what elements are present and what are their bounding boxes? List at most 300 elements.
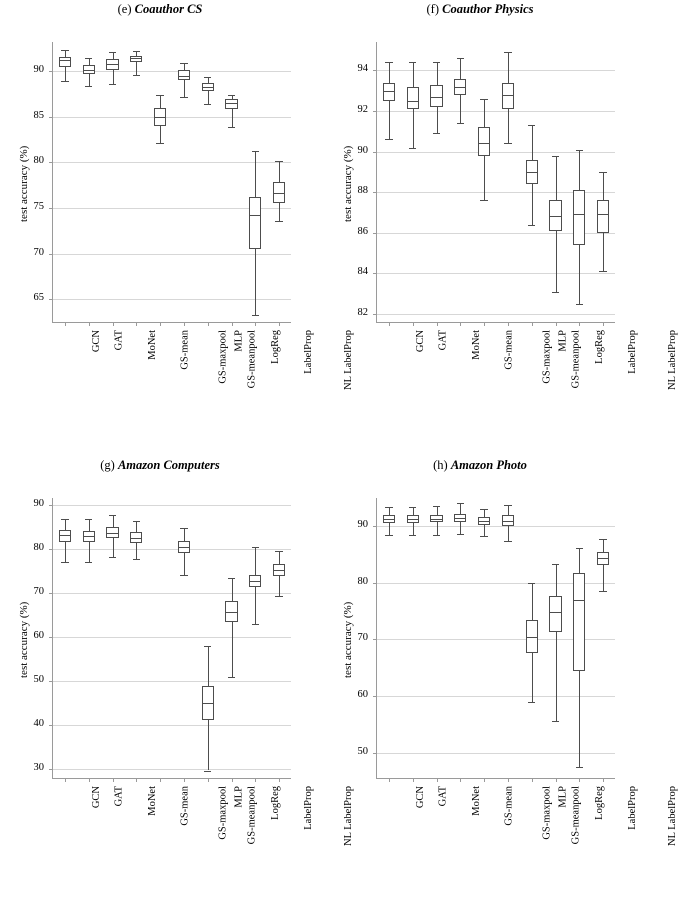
whisker-upper xyxy=(232,578,233,601)
whisker-lower xyxy=(65,542,66,562)
box xyxy=(597,200,609,232)
whisker-cap-upper xyxy=(528,583,535,584)
whisker-upper xyxy=(532,583,533,620)
whisker-upper xyxy=(460,58,461,78)
x-tick-mark xyxy=(113,778,114,782)
y-tick-mark xyxy=(49,505,53,506)
y-tick-mark xyxy=(49,593,53,594)
y-tick-label: 92 xyxy=(357,103,368,115)
whisker-cap-lower xyxy=(109,557,116,558)
x-tick-mark xyxy=(532,322,533,326)
whisker-cap-upper xyxy=(204,646,211,647)
median-line xyxy=(59,535,71,536)
whisker-cap-upper xyxy=(133,521,140,522)
whisker-lower xyxy=(184,80,185,96)
whisker-cap-upper xyxy=(504,52,511,53)
median-line xyxy=(430,519,442,520)
y-tick-label: 94 xyxy=(357,63,368,75)
median-line xyxy=(502,521,514,522)
whisker-cap-upper xyxy=(275,161,282,162)
whisker-cap-upper xyxy=(599,539,606,540)
whisker-lower xyxy=(460,522,461,534)
whisker-lower xyxy=(532,184,533,225)
whisker-upper xyxy=(160,95,161,108)
panel-name: Amazon Computers xyxy=(117,458,220,472)
y-tick-mark xyxy=(49,208,53,209)
whisker-cap-upper xyxy=(409,62,416,63)
x-tick-mark xyxy=(279,322,280,326)
whisker-cap-lower xyxy=(275,221,282,222)
whisker-cap-lower xyxy=(552,292,559,293)
y-tick-label: 86 xyxy=(357,225,368,237)
whisker-cap-upper xyxy=(576,548,583,549)
y-tick-label: 88 xyxy=(357,185,368,197)
whisker-upper xyxy=(484,509,485,517)
x-tick-mark xyxy=(556,322,557,326)
box xyxy=(383,83,395,101)
x-tick-label: MoNet xyxy=(146,330,158,360)
whisker-cap-upper xyxy=(61,519,68,520)
whisker-cap-lower xyxy=(204,104,211,105)
y-tick-mark xyxy=(373,192,377,193)
median-line xyxy=(597,558,609,559)
x-tick-label: NL LabelProp xyxy=(667,786,678,846)
y-tick-label: 60 xyxy=(357,688,368,700)
whisker-lower xyxy=(255,587,256,624)
whisker-cap-lower xyxy=(433,133,440,134)
x-tick-label: NL LabelProp xyxy=(343,330,355,390)
whisker-lower xyxy=(89,74,90,86)
gridline xyxy=(53,505,291,506)
whisker-cap-lower xyxy=(385,139,392,140)
whisker-upper xyxy=(184,528,185,540)
plot-area xyxy=(376,498,615,779)
x-tick-mark xyxy=(160,322,161,326)
y-tick-label: 85 xyxy=(33,109,44,121)
whisker-upper xyxy=(579,548,580,573)
whisker-upper xyxy=(579,150,580,191)
whisker-cap-lower xyxy=(433,535,440,536)
x-tick-label: GS-maxpool xyxy=(541,786,553,840)
whisker-cap-upper xyxy=(457,58,464,59)
whisker-upper xyxy=(460,503,461,514)
panel-tag: (e) xyxy=(117,2,132,16)
median-line xyxy=(202,87,214,88)
median-line xyxy=(249,581,261,582)
panel-tag: (f) xyxy=(426,2,440,16)
whisker-upper xyxy=(508,505,509,515)
y-tick-label: 82 xyxy=(357,306,368,318)
whisker-cap-lower xyxy=(252,315,259,316)
x-tick-mark xyxy=(184,322,185,326)
whisker-cap-upper xyxy=(552,156,559,157)
median-line xyxy=(407,519,419,520)
x-tick-label: LogReg xyxy=(269,330,281,364)
whisker-cap-lower xyxy=(109,84,116,85)
median-line xyxy=(549,612,561,613)
median-line xyxy=(573,600,585,601)
whisker-cap-lower xyxy=(457,534,464,535)
panel-coauthor-physics xyxy=(320,0,678,456)
y-tick-label: 90 xyxy=(357,144,368,156)
box xyxy=(478,127,490,155)
median-line xyxy=(83,70,95,71)
panel-name: Coauthor CS xyxy=(134,2,203,16)
x-tick-label: GAT xyxy=(113,786,125,807)
x-tick-mark xyxy=(484,322,485,326)
y-tick-mark xyxy=(49,299,53,300)
x-tick-mark xyxy=(255,322,256,326)
whisker-upper xyxy=(532,125,533,159)
whisker-lower xyxy=(437,107,438,133)
x-tick-mark xyxy=(160,778,161,782)
whisker-lower xyxy=(65,67,66,82)
y-tick-label: 70 xyxy=(357,632,368,644)
x-tick-mark xyxy=(413,778,414,782)
whisker-cap-upper xyxy=(85,519,92,520)
y-tick-label: 75 xyxy=(33,200,44,212)
x-tick-mark xyxy=(579,322,580,326)
whisker-cap-lower xyxy=(528,225,535,226)
whisker-cap-upper xyxy=(385,62,392,63)
whisker-lower xyxy=(484,525,485,537)
y-tick-mark xyxy=(373,753,377,754)
whisker-lower xyxy=(508,109,509,143)
whisker-cap-lower xyxy=(133,75,140,76)
gridline xyxy=(53,769,291,770)
panel-title xyxy=(0,458,320,473)
whisker-cap-lower xyxy=(504,541,511,542)
panel-name: Amazon Photo xyxy=(450,458,527,472)
x-tick-mark xyxy=(579,778,580,782)
whisker-cap-upper xyxy=(109,515,116,516)
x-tick-label: GS-meanpool xyxy=(570,330,582,389)
plot-area xyxy=(52,42,291,323)
x-tick-mark xyxy=(389,778,390,782)
whisker-cap-upper xyxy=(576,150,583,151)
whisker-lower xyxy=(579,671,580,767)
median-line xyxy=(249,215,261,216)
whisker-lower xyxy=(255,249,256,315)
y-tick-mark xyxy=(49,254,53,255)
median-line xyxy=(202,703,214,704)
whisker-cap-upper xyxy=(275,551,282,552)
y-tick-label: 50 xyxy=(357,745,368,757)
x-tick-mark xyxy=(136,322,137,326)
whisker-upper xyxy=(413,62,414,86)
whisker-cap-upper xyxy=(433,506,440,507)
whisker-lower xyxy=(413,523,414,535)
y-tick-mark xyxy=(49,769,53,770)
whisker-lower xyxy=(184,553,185,575)
whisker-lower xyxy=(136,62,137,75)
x-tick-label: LogReg xyxy=(593,330,605,364)
median-line xyxy=(502,95,514,96)
whisker-upper xyxy=(255,151,256,198)
x-tick-label: GAT xyxy=(113,330,125,351)
x-tick-mark xyxy=(208,322,209,326)
whisker-lower xyxy=(389,101,390,140)
whisker-upper xyxy=(603,539,604,552)
whisker-cap-upper xyxy=(85,58,92,59)
panel-title xyxy=(0,2,320,17)
panel-coauthor-cs xyxy=(0,0,355,456)
box xyxy=(573,573,585,671)
x-tick-label: MLP xyxy=(233,786,245,808)
x-tick-label: LogReg xyxy=(593,786,605,820)
whisker-cap-upper xyxy=(385,507,392,508)
x-tick-label: MLP xyxy=(557,330,569,352)
median-line xyxy=(154,117,166,118)
y-tick-mark xyxy=(49,162,53,163)
median-line xyxy=(383,91,395,92)
y-tick-mark xyxy=(49,117,53,118)
median-line xyxy=(178,547,190,548)
whisker-cap-upper xyxy=(228,95,235,96)
whisker-cap-upper xyxy=(61,50,68,51)
whisker-cap-lower xyxy=(480,536,487,537)
median-line xyxy=(526,637,538,638)
whisker-cap-upper xyxy=(599,172,606,173)
whisker-cap-lower xyxy=(85,562,92,563)
x-tick-label: GS-mean xyxy=(503,330,515,370)
whisker-cap-lower xyxy=(61,562,68,563)
whisker-cap-lower xyxy=(180,97,187,98)
whisker-cap-upper xyxy=(409,507,416,508)
whisker-lower xyxy=(160,126,161,143)
x-tick-label: GS-mean xyxy=(179,786,191,826)
whisker-cap-upper xyxy=(552,564,559,565)
box xyxy=(430,85,442,107)
plot-area xyxy=(376,42,615,323)
y-tick-label: 50 xyxy=(33,673,44,685)
y-tick-label: 70 xyxy=(33,585,44,597)
x-tick-mark xyxy=(255,778,256,782)
x-tick-mark xyxy=(484,778,485,782)
whisker-upper xyxy=(556,156,557,201)
median-line xyxy=(83,536,95,537)
whisker-cap-upper xyxy=(204,77,211,78)
whisker-cap-upper xyxy=(228,578,235,579)
median-line xyxy=(454,518,466,519)
whisker-lower xyxy=(413,109,414,148)
x-tick-mark xyxy=(65,778,66,782)
whisker-lower xyxy=(279,576,280,596)
whisker-lower xyxy=(389,523,390,535)
whisker-lower xyxy=(208,720,209,771)
whisker-cap-lower xyxy=(385,535,392,536)
whisker-upper xyxy=(413,507,414,515)
whisker-cap-upper xyxy=(156,95,163,96)
whisker-lower xyxy=(460,95,461,123)
y-tick-mark xyxy=(49,71,53,72)
x-tick-mark xyxy=(65,322,66,326)
gridline xyxy=(53,637,291,638)
whisker-cap-upper xyxy=(457,503,464,504)
y-tick-mark xyxy=(49,549,53,550)
whisker-cap-upper xyxy=(480,99,487,100)
whisker-cap-lower xyxy=(576,767,583,768)
x-tick-mark xyxy=(232,322,233,326)
whisker-cap-lower xyxy=(504,143,511,144)
x-tick-mark xyxy=(413,322,414,326)
whisker-upper xyxy=(556,564,557,597)
x-tick-label: LabelProp xyxy=(303,330,315,374)
panel-title xyxy=(320,458,640,473)
whisker-cap-lower xyxy=(252,624,259,625)
x-tick-mark xyxy=(532,778,533,782)
whisker-cap-upper xyxy=(180,63,187,64)
median-line xyxy=(478,521,490,522)
x-tick-mark xyxy=(508,322,509,326)
whisker-upper xyxy=(437,506,438,515)
median-line xyxy=(130,538,142,539)
median-line xyxy=(130,58,142,59)
x-tick-label: LogReg xyxy=(269,786,281,820)
gridline xyxy=(377,314,615,315)
box xyxy=(573,190,585,245)
whisker-upper xyxy=(603,172,604,200)
y-tick-mark xyxy=(49,725,53,726)
whisker-upper xyxy=(484,99,485,127)
plot-area xyxy=(52,498,291,779)
y-tick-label: 90 xyxy=(33,64,44,76)
x-tick-label: NL LabelProp xyxy=(667,330,678,390)
x-tick-label: MoNet xyxy=(470,786,482,816)
whisker-lower xyxy=(556,231,557,292)
x-tick-label: GAT xyxy=(437,786,449,807)
whisker-lower xyxy=(556,632,557,721)
y-tick-label: 80 xyxy=(357,575,368,587)
whisker-cap-lower xyxy=(528,702,535,703)
whisker-upper xyxy=(89,519,90,531)
panel-amazon-computers xyxy=(0,456,355,912)
whisker-lower xyxy=(89,542,90,562)
whisker-cap-lower xyxy=(228,127,235,128)
whisker-lower xyxy=(508,526,509,541)
whisker-upper xyxy=(389,62,390,82)
whisker-cap-lower xyxy=(133,559,140,560)
x-tick-label: GAT xyxy=(437,330,449,351)
y-axis-label: test accuracy (%) xyxy=(18,145,30,222)
y-tick-mark xyxy=(373,583,377,584)
x-tick-mark xyxy=(89,322,90,326)
y-tick-label: 30 xyxy=(33,762,44,774)
median-line xyxy=(383,519,395,520)
whisker-cap-lower xyxy=(85,86,92,87)
x-tick-mark xyxy=(136,778,137,782)
median-line xyxy=(273,570,285,571)
y-tick-mark xyxy=(373,314,377,315)
median-line xyxy=(573,214,585,215)
median-line xyxy=(106,64,118,65)
y-tick-mark xyxy=(373,152,377,153)
x-tick-label: GS-meanpool xyxy=(246,786,258,845)
x-tick-label: GCN xyxy=(415,786,427,809)
y-tick-mark xyxy=(373,70,377,71)
whisker-cap-upper xyxy=(133,51,140,52)
x-tick-label: GS-maxpool xyxy=(217,786,229,840)
y-tick-label: 65 xyxy=(33,292,44,304)
whisker-lower xyxy=(603,565,604,591)
whisker-cap-lower xyxy=(457,123,464,124)
panel-amazon-photo xyxy=(320,456,678,912)
y-tick-mark xyxy=(373,273,377,274)
median-line xyxy=(106,533,118,534)
x-tick-mark xyxy=(603,778,604,782)
box xyxy=(249,197,261,249)
whisker-cap-upper xyxy=(433,62,440,63)
whisker-upper xyxy=(113,515,114,527)
median-line xyxy=(549,216,561,217)
gridline xyxy=(53,681,291,682)
whisker-lower xyxy=(532,653,533,702)
whisker-cap-lower xyxy=(552,721,559,722)
y-tick-label: 70 xyxy=(33,246,44,258)
box xyxy=(549,200,561,230)
median-line xyxy=(178,76,190,77)
whisker-upper xyxy=(437,62,438,84)
median-line xyxy=(59,60,71,61)
x-tick-label: GS-meanpool xyxy=(570,786,582,845)
median-line xyxy=(225,103,237,104)
y-axis-label: test accuracy (%) xyxy=(342,145,354,222)
median-line xyxy=(225,612,237,613)
x-tick-label: GS-meanpool xyxy=(246,330,258,389)
whisker-upper xyxy=(208,646,209,686)
whisker-lower xyxy=(579,245,580,304)
y-axis-label: test accuracy (%) xyxy=(18,601,30,678)
x-tick-mark xyxy=(556,778,557,782)
x-tick-mark xyxy=(437,778,438,782)
whisker-lower xyxy=(232,109,233,127)
x-tick-label: GCN xyxy=(415,330,427,353)
x-tick-mark xyxy=(113,322,114,326)
box xyxy=(273,182,285,203)
whisker-upper xyxy=(279,551,280,564)
x-tick-mark xyxy=(603,322,604,326)
y-tick-label: 60 xyxy=(33,629,44,641)
median-line xyxy=(273,193,285,194)
x-tick-mark xyxy=(232,778,233,782)
whisker-cap-lower xyxy=(275,596,282,597)
x-tick-mark xyxy=(460,778,461,782)
whisker-lower xyxy=(437,522,438,534)
x-tick-mark xyxy=(508,778,509,782)
x-tick-mark xyxy=(389,322,390,326)
whisker-cap-lower xyxy=(228,677,235,678)
y-tick-mark xyxy=(49,681,53,682)
x-tick-label: GS-maxpool xyxy=(541,330,553,384)
y-tick-mark xyxy=(373,526,377,527)
gridline xyxy=(53,725,291,726)
whisker-cap-lower xyxy=(156,143,163,144)
whisker-upper xyxy=(279,161,280,182)
whisker-upper xyxy=(65,519,66,530)
whisker-cap-upper xyxy=(252,151,259,152)
whisker-upper xyxy=(136,521,137,532)
whisker-lower xyxy=(136,543,137,559)
x-tick-mark xyxy=(437,322,438,326)
x-tick-mark xyxy=(279,778,280,782)
panel-name: Coauthor Physics xyxy=(442,2,534,16)
panel-title xyxy=(320,2,640,17)
median-line xyxy=(478,143,490,144)
box xyxy=(549,596,561,632)
median-line xyxy=(597,214,609,215)
x-tick-label: MoNet xyxy=(470,330,482,360)
whisker-upper xyxy=(508,52,509,82)
